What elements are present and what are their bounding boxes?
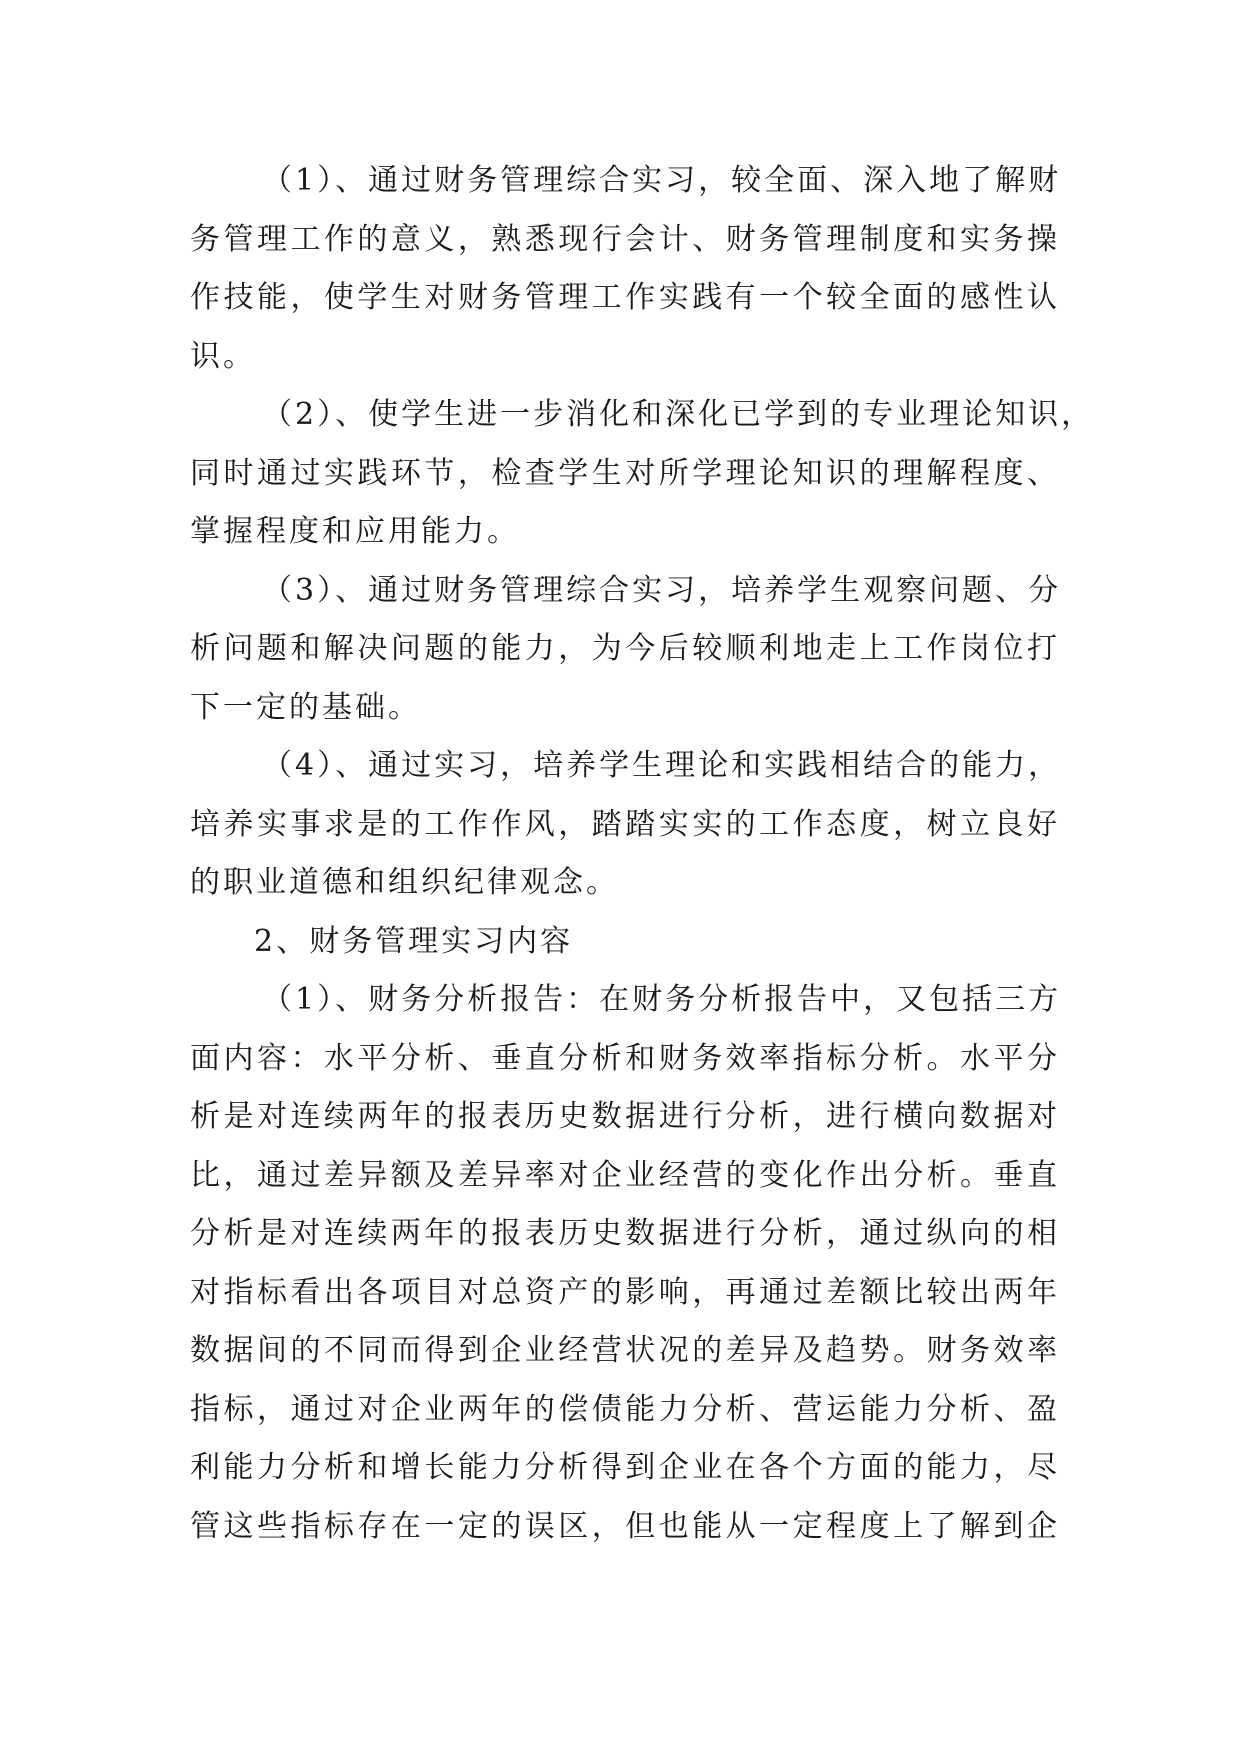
text-line: 的职业道德和组织纪律观念。 [190, 865, 619, 900]
text-line: 析问题和解决问题的能力，为今后较顺利地走上工作岗位打 [190, 631, 1060, 666]
text-line: 析是对连续两年的报表历史数据进行分析，进行横向数据对 [190, 1099, 1060, 1134]
section-heading: 2、财务管理实习内容 [254, 923, 574, 959]
document-body [190, 152, 1095, 1556]
text-line: 分析是对连续两年的报表历史数据进行分析，通过纵向的相 [190, 1216, 1060, 1251]
text-line: 指标，通过对企业两年的偿债能力分析、营运能力分析、盈 [190, 1391, 1060, 1427]
text-line: （2）、使学生进一步消化和深化已学到的专业理论知识， [262, 397, 1095, 432]
text-line: （1）、通过财务管理综合实习，较全面、深入地了解财 [262, 163, 1062, 198]
text-line: 同时通过实践环节，检查学生对所学理论知识的理解程度、 [190, 455, 1060, 491]
text-line: 管这些指标存在一定的误区，但也能从一定程度上了解到企 [190, 1508, 1060, 1544]
text-line: 利能力分析和增长能力分析得到企业在各个方面的能力，尽 [190, 1450, 1060, 1485]
text-line: （1）、财务分析报告：在财务分析报告中，又包括三方 [262, 982, 1062, 1017]
text-line: 对指标看出各项目对总资产的影响，再通过差额比较出两年 [190, 1274, 1060, 1310]
text-line: （4）、通过实习，培养学生理论和实践相结合的能力， [262, 748, 1062, 783]
text-line: 比，通过差异额及差异率对企业经营的变化作出分析。垂直 [190, 1157, 1060, 1193]
text-line: 作技能，使学生对财务管理工作实践有一个较全面的感性认 [190, 280, 1060, 315]
text-line: 培养实事求是的工作作风，踏踏实实的工作态度，树立良好 [190, 806, 1060, 842]
text-line: 务管理工作的意义，熟悉现行会计、财务管理制度和实务操 [190, 221, 1060, 257]
text-line: 掌握程度和应用能力。 [190, 514, 520, 549]
text-line: 识。 [190, 338, 256, 374]
text-line: 面内容：水平分析、垂直分析和财务效率指标分析。水平分 [190, 1040, 1060, 1076]
text-line: 下一定的基础。 [190, 689, 421, 725]
text-line: 数据间的不同而得到企业经营状况的差异及趋势。财务效率 [190, 1333, 1060, 1368]
text-line: （3）、通过财务管理综合实习，培养学生观察问题、分 [262, 572, 1062, 608]
